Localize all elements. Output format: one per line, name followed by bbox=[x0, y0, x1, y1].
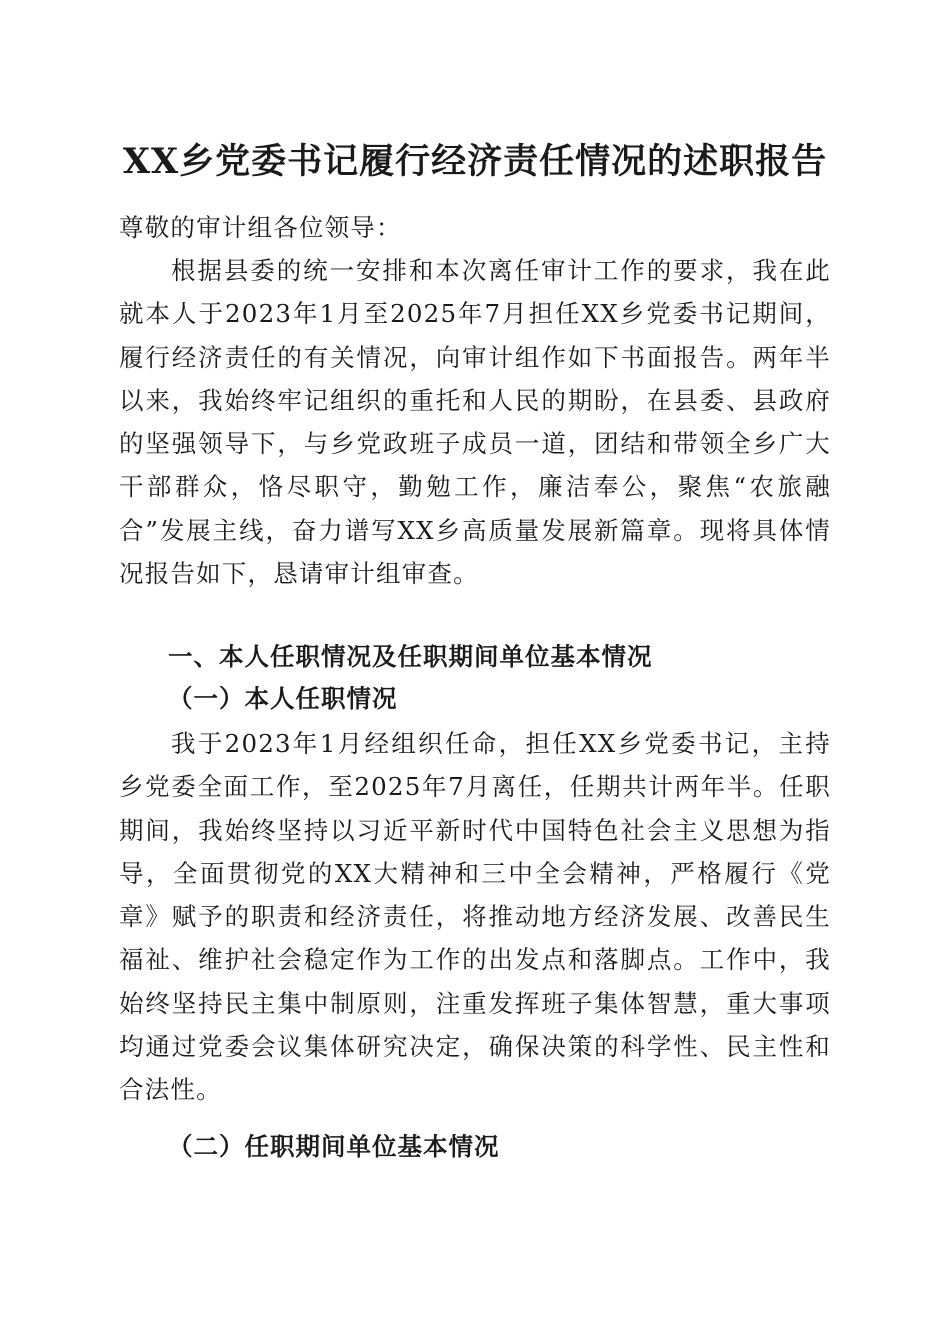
salutation: 尊敬的审计组各位领导： bbox=[119, 213, 402, 242]
intro-paragraph: 根据县委的统一安排和本次离任审计工作的要求，我在此就本人于2023年1月至2025年7月担任XX乡党委书记期间，履行经济责任的有关情况，向审计组作如下书面报告。两年半以来，我始终牢记组织的重托和人民的期盼，在县委、县政府的坚强领导下，与乡党政班子成员一道，团结和带领全乡广大干部群众，恪尽职守，勤勉工作，廉洁奉公，聚焦“农旅融合”发展主线，奋力谱写XX乡高质量发展新篇章。现将具体情况报告如下，恳请审计组审查。 bbox=[119, 256, 831, 589]
subsection-heading-1: （一）本人任职情况 bbox=[168, 684, 398, 713]
subsection-heading-2: （二）任职期间单位基本情况 bbox=[168, 1132, 500, 1161]
document-title: XX乡党委书记履行经济责任情况的述职报告 bbox=[122, 141, 828, 182]
section-heading-1: 一、本人任职情况及任职期间单位基本情况 bbox=[168, 642, 653, 671]
tenure-paragraph: 我于2023年1月经组织任命，担任XX乡党委书记，主持乡党委全面工作，至2025年7月离任，任期共计两年半。任职期间，我始终坚持以习近平新时代中国特色社会主义思想为指导，全面贯彻党的XX大精神和三中全会精神，严格履行《党章》赋予的职责和经济责任，将推动地方经济发展、改善民生福祉、维护社会稳定作为工作的出发点和落脚点。工作中，我始终坚持民主集中制原则，注重发挥班子集体智慧，重大事项均通过党委会议集体研究决定，确保决策的科学性、民主性和合法性。 bbox=[119, 729, 831, 1105]
